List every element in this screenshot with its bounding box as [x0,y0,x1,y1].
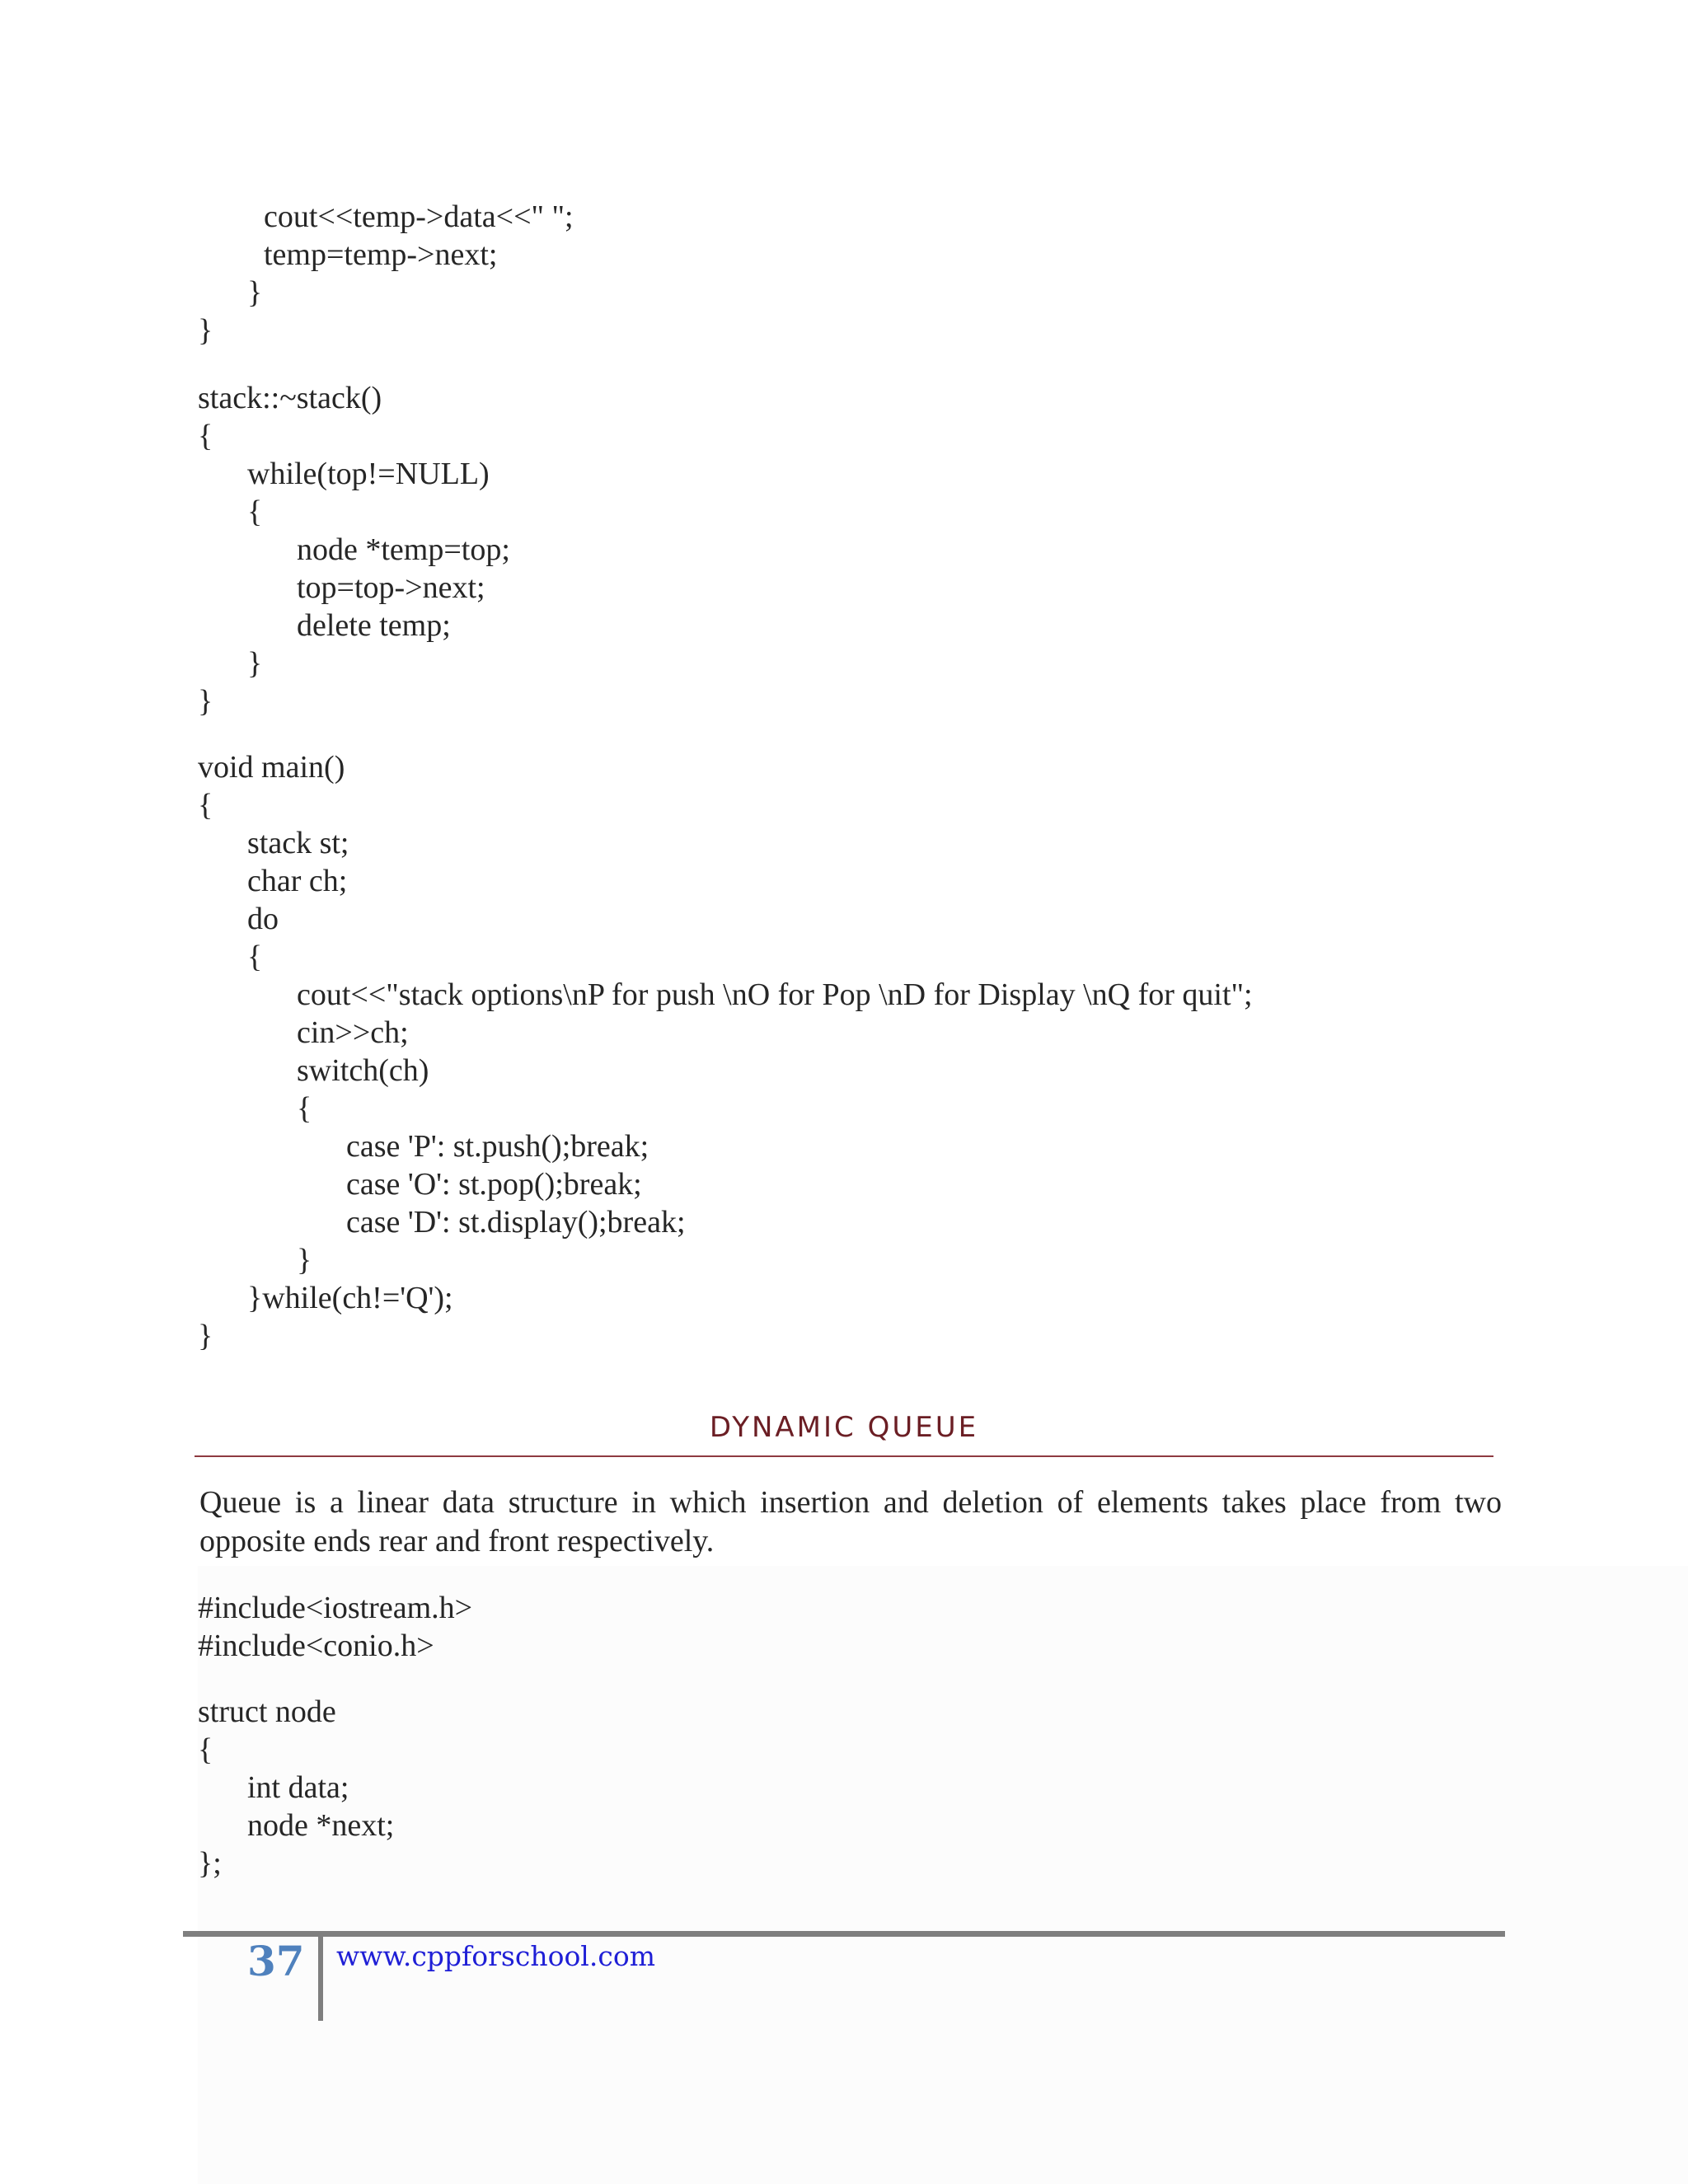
code-line: { [198,788,213,823]
section-divider [195,1455,1493,1457]
footer-vertical-divider [318,1937,323,2021]
code-line: cin>>ch; [297,1015,409,1050]
code-line: { [198,1732,213,1767]
code-line: while(top!=NULL) [247,457,490,491]
section-paragraph: Queue is a linear data structure in which insertion and deletion of elements takes place from two opposite ends rear and front respectively. [199,1485,1502,1558]
code-line: int data; [247,1770,349,1805]
code-line: temp=temp->next; [264,237,498,272]
code-line: } [297,1243,312,1277]
code-line: cout<<temp->data<<" "; [264,199,574,234]
code-line: } [247,275,263,310]
code-line: } [198,684,213,719]
code-line: do [247,902,279,936]
code-line: case 'O': st.pop();break; [346,1167,642,1202]
code-line: node *next; [247,1808,395,1843]
code-line: case 'D': st.display();break; [346,1205,686,1240]
code-line: stack::~stack() [198,381,382,415]
code-line: } [198,1319,213,1353]
footer-divider [183,1931,1505,1937]
code-line: cout<<"stack options\nP for push \nO for Pop \nD for Display \nQ for quit"; [297,977,1253,1012]
code-line: delete temp; [297,608,451,643]
code-line: stack st; [247,826,349,860]
code-line: } [198,313,213,348]
code-line: { [247,940,263,974]
code-line: top=top->next; [297,570,485,605]
code-line: #include<iostream.h> [198,1591,473,1625]
code-line: } [247,646,263,681]
code-line: char ch; [247,864,348,898]
code-line: { [247,494,263,529]
section-heading: DYNAMIC QUEUE [709,1411,979,1444]
code-line: }; [198,1846,222,1881]
website-link[interactable]: www.cppforschool.com [336,1940,655,1972]
code-line: #include<conio.h> [198,1629,434,1663]
code-line: case 'P': st.push();break; [346,1129,649,1164]
code-line: node *temp=top; [297,532,510,567]
code-line: struct node [198,1694,336,1729]
code-line: { [198,419,213,453]
code-line: void main() [198,750,345,785]
code-line: switch(ch) [297,1053,429,1088]
code-line: { [297,1091,312,1126]
page-number: 37 [247,1937,305,1985]
code-line: }while(ch!='Q'); [247,1281,453,1315]
